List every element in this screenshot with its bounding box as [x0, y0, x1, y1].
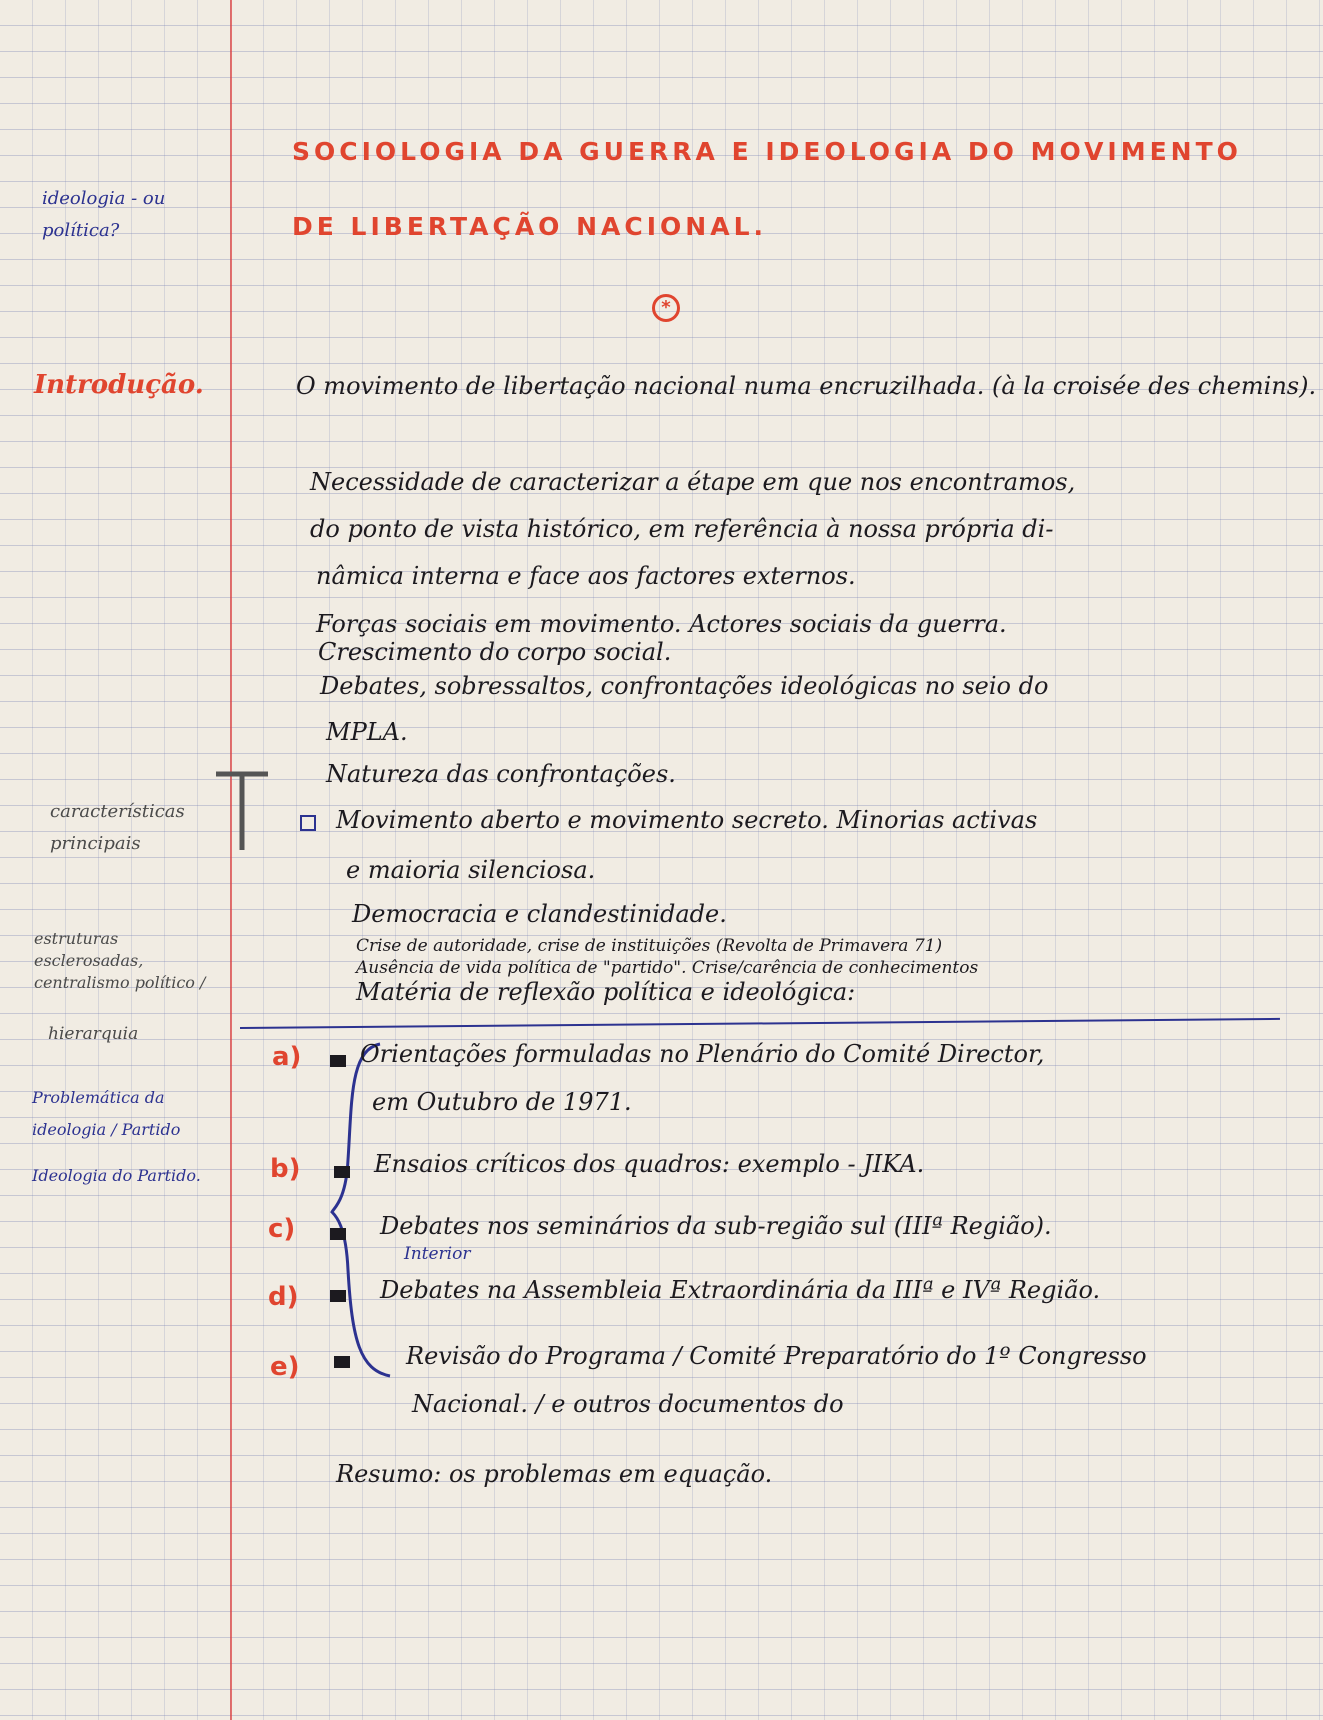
item-bullet — [330, 1228, 346, 1240]
item-line: Debates nos seminários da sub-região sul (IIIª Região). — [380, 1212, 1052, 1240]
body-line: O movimento de libertação nacional numa encruzilhada. (à la croisée des chemins). — [296, 372, 1317, 400]
item-line: em Outubro de 1971. — [372, 1088, 632, 1116]
margin-note-problematica: Problemática da ideologia / Partido — [32, 1088, 181, 1139]
asterisk-mark: * — [652, 294, 680, 322]
margin-rule — [230, 0, 232, 1720]
body-line: Democracia e clandestinidade. — [352, 900, 727, 928]
item-letter: d) — [268, 1282, 299, 1312]
body-line: Ausência de vida política de "partido". Crise/carência de conhecimentos — [356, 958, 979, 978]
body-line: Forças sociais em movimento. Actores sociais da guerra. — [316, 610, 1007, 638]
margin-heading-introducao: Introdução. — [34, 370, 204, 400]
margin-note-top: ideologia - ou política? — [42, 188, 166, 241]
item-line: Orientações formuladas no Plenário do Comité Director, — [360, 1040, 1045, 1068]
item-letter: b) — [270, 1154, 301, 1184]
body-line: do ponto de vista histórico, em referência à nossa própria di- — [310, 515, 1054, 543]
insert-note: Interior — [404, 1244, 471, 1264]
body-line: Matéria de reflexão política e ideológica: — [356, 978, 856, 1006]
margin-note-caracteristicas: características principais — [50, 801, 185, 854]
item-line: Revisão do Programa / Comité Preparatório do 1º Congresso — [406, 1342, 1147, 1370]
item-letter: e) — [270, 1352, 300, 1382]
item-letter: a) — [272, 1042, 302, 1072]
item-letter: c) — [268, 1214, 296, 1244]
title-line-2: DE LIBERTAÇÃO NACIONAL. — [292, 212, 768, 241]
item-bullet — [330, 1055, 346, 1067]
item-bullet — [334, 1166, 350, 1178]
item-line: Ensaios críticos dos quadros: exemplo - JIKA. — [374, 1150, 925, 1178]
body-line: Movimento aberto e movimento secreto. Minorias activas — [336, 806, 1038, 834]
item-bullet — [330, 1290, 346, 1302]
divider-line — [240, 1018, 1280, 1029]
item-line: Debates na Assembleia Extraordinária da IIIª e IVª Região. — [380, 1276, 1101, 1304]
margin-note-estruturas: estruturas esclerosadas, centralismo político / — [34, 929, 206, 992]
item-bullet — [334, 1356, 350, 1368]
body-line: Necessidade de caracterizar a étape em que nos encontramos, — [310, 468, 1076, 496]
margin-note-hierarquia: hierarquia — [48, 1024, 139, 1044]
body-line: Natureza das confrontações. — [326, 760, 676, 788]
body-line: Crescimento do corpo social. — [318, 638, 672, 666]
body-line: e maioria silenciosa. — [346, 856, 596, 884]
item-line: Nacional. / e outros documentos do — [412, 1390, 844, 1418]
body-line: Crise de autoridade, crise de instituições (Revolta de Primavera 71) — [356, 936, 943, 956]
t-bar-mark — [212, 770, 272, 850]
resumo-line: Resumo: os problemas em equação. — [336, 1460, 773, 1488]
title-line-1: SOCIOLOGIA DA GUERRA E IDEOLOGIA DO MOVIMENTO — [292, 137, 1242, 166]
square-bullet — [300, 815, 316, 831]
body-line: nâmica interna e face aos factores externos. — [316, 562, 856, 590]
body-line: Debates, sobressaltos, confrontações ideológicas no seio do — [320, 672, 1049, 700]
body-line: MPLA. — [326, 718, 408, 746]
margin-note-ideologia-partido: Ideologia do Partido. — [32, 1166, 201, 1185]
